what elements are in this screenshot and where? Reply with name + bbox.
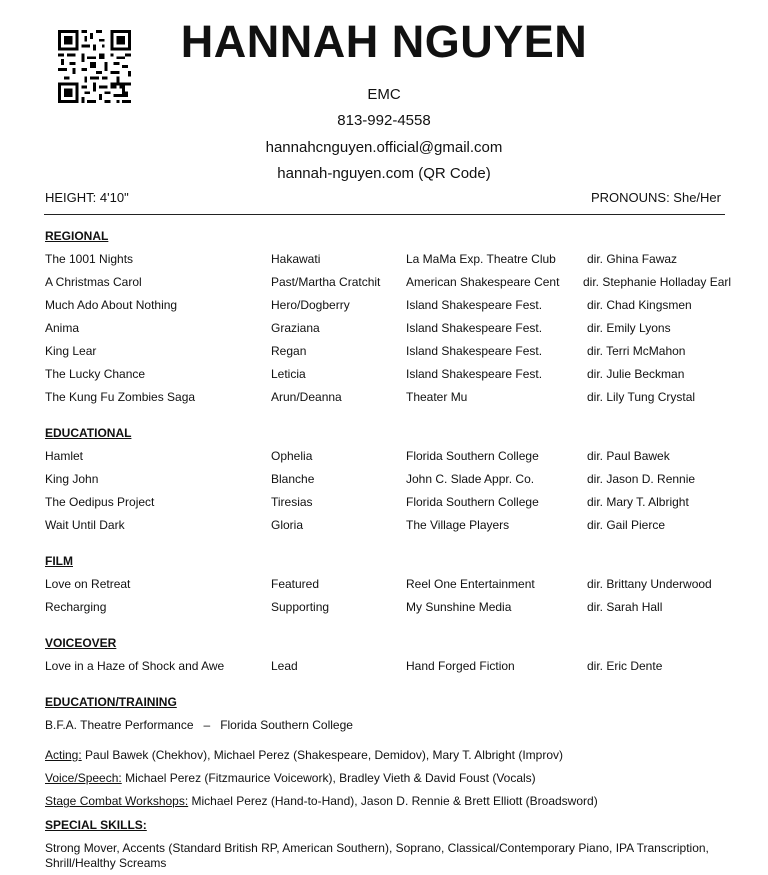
training-label: Acting:	[45, 748, 82, 762]
credit-title: The 1001 Nights	[45, 252, 134, 266]
credit-director: dir. Ghina Fawaz	[587, 252, 678, 266]
credit-director: dir. Stephanie Holladay Earl	[583, 275, 732, 289]
credit-row	[0, 298, 768, 314]
credit-company: My Sunshine Media	[406, 600, 512, 614]
credit-director: dir. Julie Beckman	[587, 367, 685, 381]
credit-role: Past/Martha Cratchit	[271, 275, 381, 289]
credit-row	[0, 252, 768, 268]
credit-company: La MaMa Exp. Theatre Club	[406, 252, 556, 266]
credit-role: Ophelia	[271, 449, 313, 463]
credit-row	[0, 449, 768, 465]
credit-company: Island Shakespeare Fest.	[406, 298, 543, 312]
section-title-education: EDUCATION/TRAINING	[45, 695, 177, 709]
section-title-skills: SPECIAL SKILLS:	[45, 818, 147, 832]
credit-title: The Lucky Chance	[45, 367, 146, 381]
training-label: Stage Combat Workshops:	[45, 794, 189, 808]
section-title-educational: EDUCATIONAL	[45, 426, 132, 440]
credit-company: Island Shakespeare Fest.	[406, 344, 543, 358]
credit-title: The Oedipus Project	[45, 495, 155, 509]
credit-title: Love in a Haze of Shock and Awe	[45, 659, 225, 673]
credit-director: dir. Mary T. Albright	[587, 495, 689, 509]
credit-title: Hamlet	[45, 449, 84, 463]
credit-row	[0, 390, 768, 406]
credit-company: Theater Mu	[406, 390, 468, 404]
credit-row	[0, 321, 768, 337]
skills-line: Shrill/Healthy Screams	[45, 856, 167, 870]
credit-title: Recharging	[45, 600, 107, 614]
credit-role: Regan	[271, 344, 307, 358]
credit-role: Arun/Deanna	[271, 390, 342, 404]
credit-row	[0, 600, 768, 616]
credit-director: dir. Terri McMahon	[587, 344, 686, 358]
email-address[interactable]: hannahcnguyen.official@gmail.com	[265, 139, 503, 156]
credit-title: King Lear	[45, 344, 97, 358]
credit-company: Island Shakespeare Fest.	[406, 367, 543, 381]
training-text: Michael Perez (Fitzmaurice Voicework), Bradley Vieth & David Foust (Vocals)	[121, 771, 536, 785]
credit-company: Hand Forged Fiction	[406, 659, 515, 673]
header-divider	[44, 214, 725, 215]
skills-line: Strong Mover, Accents (Standard British RP, American Southern), Soprano, Classical/Contemporary Piano, IPA Transcription,	[45, 841, 709, 855]
credit-role: Hakawati	[271, 252, 321, 266]
actor-name: HANNAH NGUYEN	[180, 16, 588, 67]
section-title-film: FILM	[45, 554, 73, 568]
credit-title: Anima	[45, 321, 80, 335]
credit-director: dir. Chad Kingsmen	[587, 298, 692, 312]
credit-role: Blanche	[271, 472, 315, 486]
training-text: Paul Bawek (Chekhov), Michael Perez (Shakespeare, Demidov), Mary T. Albright (Improv)	[81, 748, 563, 762]
credit-role: Hero/Dogberry	[271, 298, 350, 312]
credit-director: dir. Jason D. Rennie	[587, 472, 696, 486]
credit-row	[0, 518, 768, 534]
credit-role: Graziana	[271, 321, 320, 335]
credit-company: American Shakespeare Cent	[406, 275, 560, 289]
degree-line: B.F.A. Theatre Performance – Florida Southern College	[45, 718, 353, 732]
training-text: Michael Perez (Hand-to-Hand), Jason D. Rennie & Brett Elliott (Broadsword)	[188, 794, 598, 808]
credit-row	[0, 344, 768, 360]
credit-row	[0, 472, 768, 488]
credit-role: Featured	[271, 577, 320, 591]
training-line	[45, 794, 598, 808]
credit-company: Reel One Entertainment	[406, 577, 535, 591]
credit-title: King John	[45, 472, 99, 486]
credit-title: A Christmas Carol	[45, 275, 142, 289]
credit-row	[0, 495, 768, 511]
phone-number[interactable]: 813-992-4558	[337, 112, 431, 129]
credit-director: dir. Sarah Hall	[587, 600, 663, 614]
credit-director: dir. Lily Tung Crystal	[587, 390, 696, 404]
credit-company: Florida Southern College	[406, 495, 539, 509]
credit-director: dir. Paul Bawek	[587, 449, 670, 463]
credit-company: The Village Players	[406, 518, 510, 532]
credit-role: Leticia	[271, 367, 306, 381]
credit-company: Florida Southern College	[406, 449, 539, 463]
credit-title: Wait Until Dark	[45, 518, 125, 532]
credit-title: Much Ado About Nothing	[45, 298, 178, 312]
credit-director: dir. Eric Dente	[587, 659, 663, 673]
section-title-regional: REGIONAL	[45, 229, 109, 243]
union-status: EMC	[367, 86, 401, 103]
height-info: HEIGHT: 4'10"	[45, 190, 129, 205]
credit-title: The Kung Fu Zombies Saga	[45, 390, 196, 404]
credit-role: Supporting	[271, 600, 330, 614]
website-link[interactable]: hannah-nguyen.com (QR Code)	[277, 165, 491, 182]
credit-director: dir. Brittany Underwood	[587, 577, 712, 591]
credit-title: Love on Retreat	[45, 577, 131, 591]
training-line	[45, 771, 536, 785]
credit-role: Gloria	[271, 518, 304, 532]
credit-director: dir. Gail Pierce	[587, 518, 666, 532]
training-label: Voice/Speech:	[45, 771, 122, 785]
credit-row	[0, 367, 768, 383]
credit-row	[0, 577, 768, 593]
credit-company: John C. Slade Appr. Co.	[406, 472, 535, 486]
section-title-voiceover: VOICEOVER	[45, 636, 117, 650]
credit-company: Island Shakespeare Fest.	[406, 321, 543, 335]
credit-role: Tiresias	[271, 495, 313, 509]
credit-director: dir. Emily Lyons	[587, 321, 671, 335]
pronouns-info: PRONOUNS: She/Her	[590, 190, 721, 205]
credit-row	[0, 659, 768, 675]
training-line	[45, 748, 563, 762]
credit-role: Lead	[271, 659, 298, 673]
credit-row	[0, 275, 768, 291]
